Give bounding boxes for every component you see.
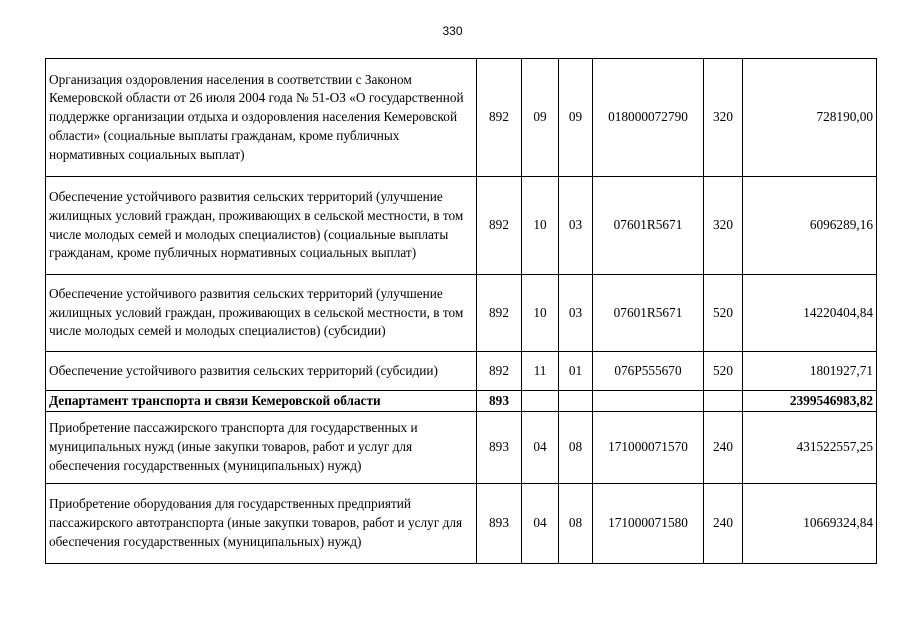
department-name: Департамент транспорта и связи Кемеровской области <box>46 391 477 412</box>
target-article-code: 171000071580 <box>593 484 704 564</box>
expense-name: Обеспечение устойчивого развития сельских территорий (субсидии) <box>46 352 477 391</box>
ministry-code: 892 <box>477 177 522 275</box>
ministry-code: 892 <box>477 275 522 352</box>
expense-type-code: 240 <box>704 484 743 564</box>
table-row <box>46 59 877 177</box>
target-article-code: 018000072790 <box>593 59 704 177</box>
expense-name: Организация оздоровления населения в соответствии с Законом Кемеровской области от 26 июля 2004 года № 51-ОЗ «О государственной поддержке организации отдыха и оздоровления населения Кемеровской области» (социальные выплаты гражданам, кроме публичных нормативных социальных выплат) <box>46 59 477 177</box>
table-row-department <box>46 391 877 412</box>
amount-value: 431522557,25 <box>743 412 877 484</box>
subsection-code: 01 <box>559 352 593 391</box>
section-code: 11 <box>522 352 559 391</box>
subsection-code: 03 <box>559 275 593 352</box>
target-article-code: 076P555670 <box>593 352 704 391</box>
target-article-code <box>593 391 704 412</box>
section-code: 10 <box>522 177 559 275</box>
table-row <box>46 177 877 275</box>
expense-name: Обеспечение устойчивого развития сельских территорий (улучшение жилищных условий граждан, проживающих в сельской местности, в том числе молодых семей и молодых специалистов) (социальные выплаты гражданам, кроме публичных нормативных социальных выплат) <box>46 177 477 275</box>
ministry-code: 893 <box>477 412 522 484</box>
expense-name: Обеспечение устойчивого развития сельских территорий (улучшение жилищных условий граждан, проживающих в сельской местности, в том числе молодых семей и молодых специалистов) (субсидии) <box>46 275 477 352</box>
subsection-code: 03 <box>559 177 593 275</box>
section-code <box>522 391 559 412</box>
expense-type-code: 520 <box>704 352 743 391</box>
expense-name: Приобретение пассажирского транспорта для государственных и муниципальных нужд (иные закупки товаров, работ и услуг для обеспечения государственных (муниципальных) нужд) <box>46 412 477 484</box>
ministry-code: 893 <box>477 484 522 564</box>
subsection-code: 08 <box>559 484 593 564</box>
section-code: 04 <box>522 412 559 484</box>
table-row <box>46 484 877 564</box>
expense-type-code: 520 <box>704 275 743 352</box>
target-article-code: 07601R5671 <box>593 275 704 352</box>
subsection-code <box>559 391 593 412</box>
amount-value: 6096289,16 <box>743 177 877 275</box>
department-total-amount: 2399546983,82 <box>743 391 877 412</box>
amount-value: 10669324,84 <box>743 484 877 564</box>
ministry-code: 892 <box>477 59 522 177</box>
expense-name: Приобретение оборудования для государственных предприятий пассажирского автотранспорта (иные закупки товаров, работ и услуг для обеспечения государственных (муниципальных) нужд) <box>46 484 477 564</box>
budget-table <box>45 58 877 564</box>
expense-type-code: 240 <box>704 412 743 484</box>
section-code: 04 <box>522 484 559 564</box>
table-row <box>46 275 877 352</box>
expense-type-code <box>704 391 743 412</box>
section-code: 09 <box>522 59 559 177</box>
table-row <box>46 412 877 484</box>
target-article-code: 171000071570 <box>593 412 704 484</box>
amount-value: 14220404,84 <box>743 275 877 352</box>
subsection-code: 08 <box>559 412 593 484</box>
section-code: 10 <box>522 275 559 352</box>
page-number: 330 <box>442 24 463 38</box>
subsection-code: 09 <box>559 59 593 177</box>
amount-value: 728190,00 <box>743 59 877 177</box>
expense-type-code: 320 <box>704 59 743 177</box>
ministry-code: 893 <box>477 391 522 412</box>
table-row <box>46 352 877 391</box>
expense-type-code: 320 <box>704 177 743 275</box>
target-article-code: 07601R5671 <box>593 177 704 275</box>
ministry-code: 892 <box>477 352 522 391</box>
amount-value: 1801927,71 <box>743 352 877 391</box>
